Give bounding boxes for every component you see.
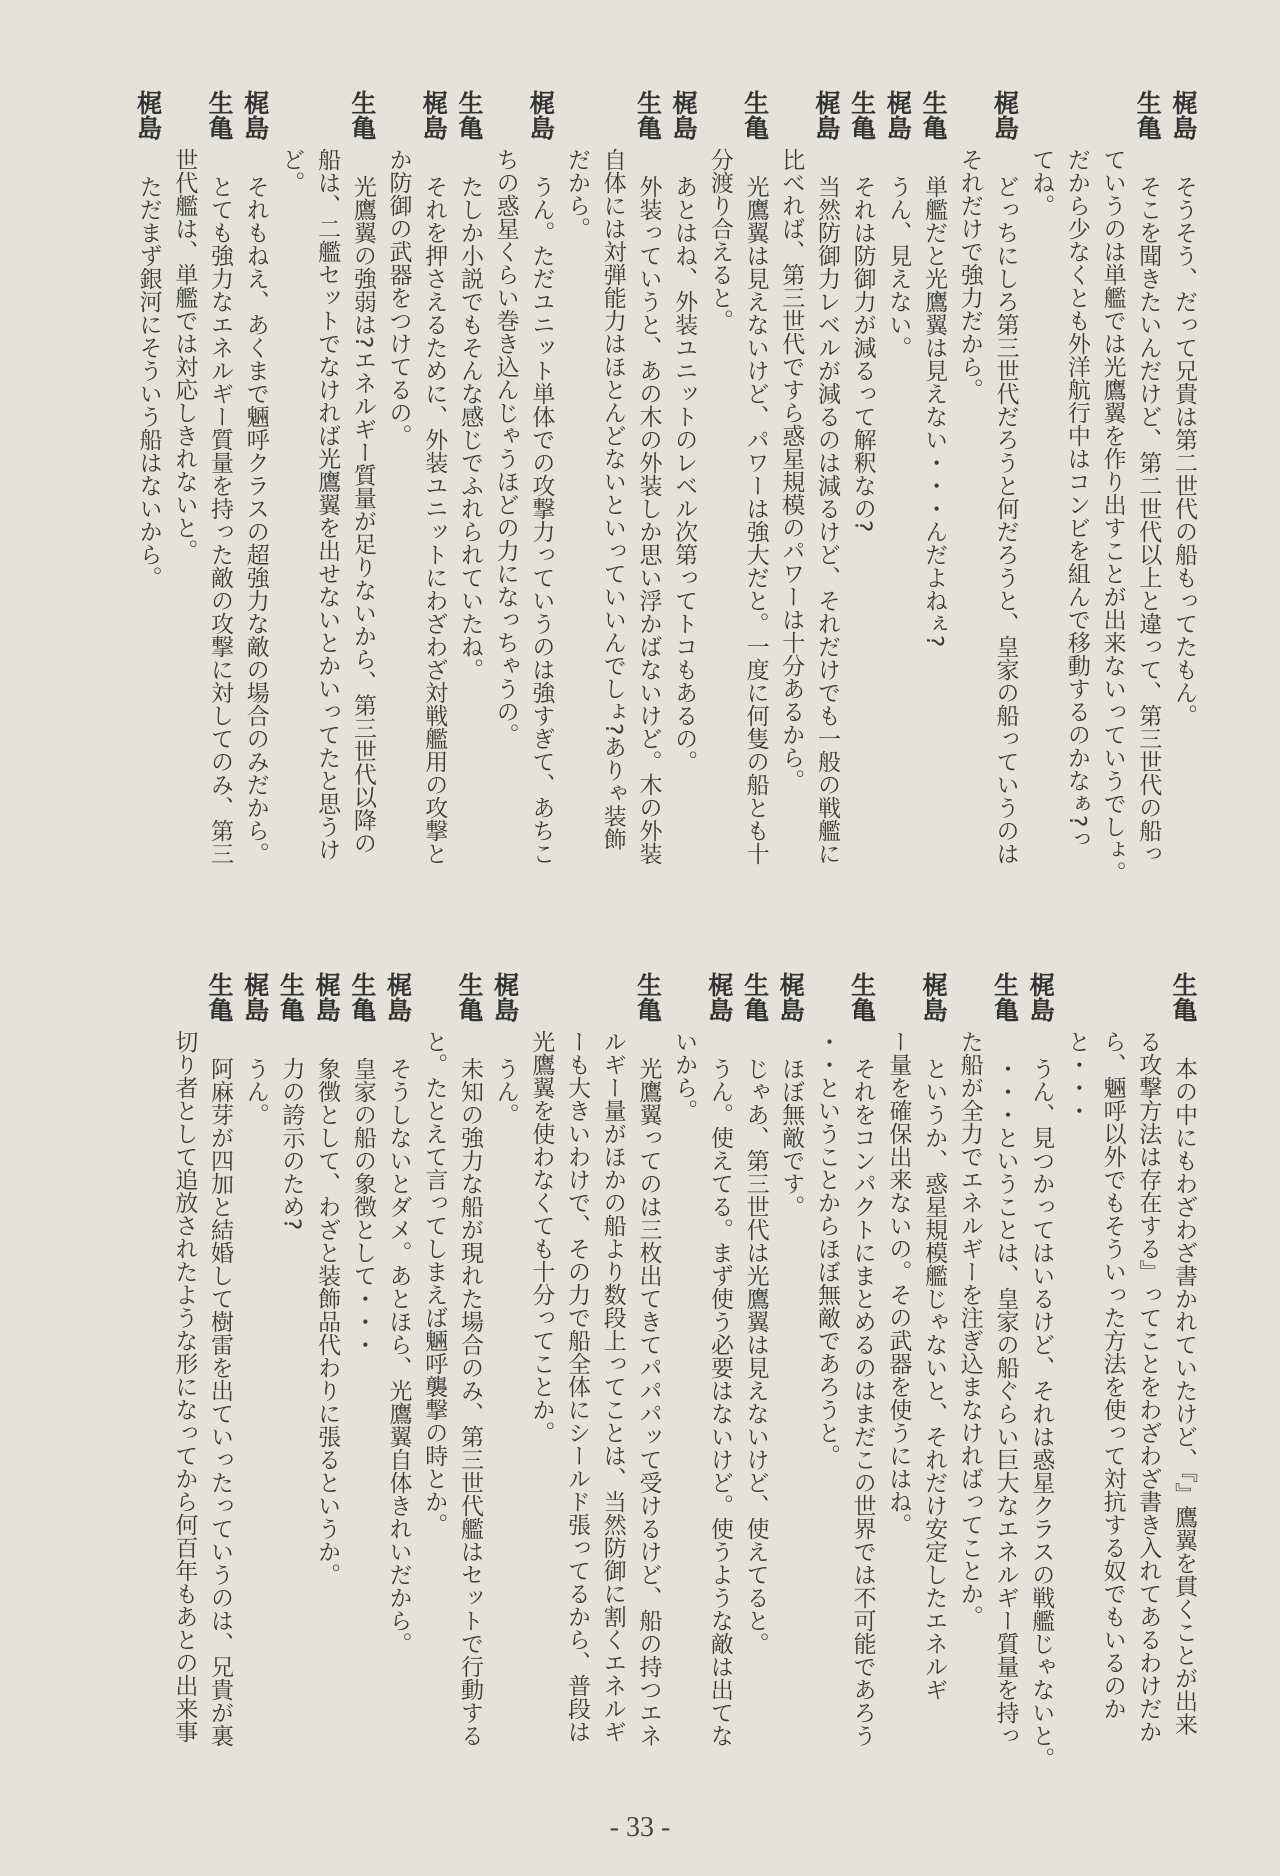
dialogue-line: それだけで強力だから。 xyxy=(956,148,983,401)
dialogue-entry xyxy=(273,972,309,1775)
dialogue-entry xyxy=(166,90,237,893)
dialogue-line: それをコンパクトにまとめるのはまだこの世界では不可能であろう xyxy=(849,1057,876,1747)
dialogue-line: 自体には対弾能力はほとんどないといっていいんでしょ?ありゃ装飾 xyxy=(599,148,626,851)
lower-dialogue-section xyxy=(166,972,1201,1775)
dialogue-entry xyxy=(416,972,487,1775)
dialogue-line: そうしないとダメ。あとほら、光鷹翼自体きれいだから。 xyxy=(385,1057,412,1655)
dialogue-entry xyxy=(237,972,273,1775)
dialogue-line: と・・・ xyxy=(1063,1030,1090,1122)
dialogue-line: ど。 xyxy=(278,148,305,194)
dialogue-entry xyxy=(951,90,1022,893)
speaker-label: 梶島 xyxy=(383,972,413,1022)
dialogue-line: ただまず銀河にそういう船はないから。 xyxy=(135,175,162,589)
speaker-label: 梶島 xyxy=(490,972,520,1022)
dialogue-line: うん。 xyxy=(492,1057,519,1126)
dialogue-entry xyxy=(951,972,1022,1775)
speaker-label: 生亀 xyxy=(454,90,484,140)
dialogue-line: と。たとえて言ってしまえば魎呼襲撃の時とか。 xyxy=(421,1030,448,1536)
dialogue-line: あとはね、外装ユニットのレベル次第ってトコもあるの。 xyxy=(671,175,698,773)
dialogue-entry xyxy=(915,90,951,893)
speaker-label: 生亀 xyxy=(347,90,377,140)
speaker-label: 梶島 xyxy=(811,90,841,140)
dialogue-line: か防御の武器をつけてるの。 xyxy=(385,148,412,447)
dialogue-line: 阿麻芽が四加と結婚して樹雷を出ていったっていうのは、兄貴が裏 xyxy=(207,1057,234,1747)
dialogue-entry xyxy=(665,972,736,1775)
dialogue-line: だから少なくとも外洋航行中はコンビを組んで移動するのかなぁ?っ xyxy=(1063,148,1090,851)
dialogue-entry xyxy=(665,90,701,893)
dialogue-entry xyxy=(1058,972,1201,1775)
speaker-label: 梶島 xyxy=(1169,90,1198,140)
dialogue-line: ルギー量がほかの船より数段上ってことは、当然防御に割くエネルギ xyxy=(599,1030,626,1743)
speaker-label: 梶島 xyxy=(1026,972,1056,1022)
dialogue-line: 力の誇示のため? xyxy=(278,1057,305,1231)
dialogue-entry xyxy=(166,972,237,1775)
dialogue-line: たしか小説でもそんな感じでふれられていたね。 xyxy=(456,175,483,681)
speaker-label: 梶島 xyxy=(419,90,449,140)
dialogue-line: 光鷹翼の強弱は?エネルギー質量が足りないから、第三世代以降の xyxy=(349,175,376,855)
speaker-label: 生亀 xyxy=(847,972,877,1022)
dialogue-line: ほぼ無敵です。 xyxy=(778,1057,805,1218)
dialogue-entry xyxy=(308,972,344,1775)
speaker-label: 梶島 xyxy=(990,90,1020,140)
dialogue-line: じゃあ、第三世代は光鷹翼は見えないけど、使えてると。 xyxy=(742,1057,769,1655)
dialogue-line: 分渡り合えると。 xyxy=(706,148,733,332)
speaker-label: 梶島 xyxy=(526,90,556,140)
dialogue-line: 象徴として、わざと装飾品代わりに張るというか。 xyxy=(314,1057,341,1586)
dialogue-line: 光鷹翼ってのは三枚出てきてパパパッて受けるけど、船の持つエネ xyxy=(635,1057,662,1747)
speaker-label: 生亀 xyxy=(847,90,877,140)
dialogue-line: た船が全力でエネルギーを注ぎ込まなければってことか。 xyxy=(956,1030,983,1628)
dialogue-line: それを押さえるために、外装ユニットにわざわざ対戦艦用の攻撃と xyxy=(421,175,448,865)
dialogue-line: 光鷹翼を使わなくても十分ってことか。 xyxy=(528,1030,555,1444)
dialogue-line: そこを聞きたいんだけど、第二世代以上と違って、第三世代の船っ xyxy=(1135,175,1162,865)
dialogue-entry xyxy=(344,972,380,1775)
dialogue-entry xyxy=(1022,90,1165,893)
dialogue-entry xyxy=(880,972,951,1775)
dialogue-line: うん。 xyxy=(242,1057,269,1126)
dialogue-line: 未知の強力な船が現れた場合のみ、第三世代艦はセットで行動する xyxy=(456,1057,483,1747)
speaker-label: 梶島 xyxy=(669,90,699,140)
dialogue-line: 世代艦は、単艦では対応しきれないと。 xyxy=(171,148,198,562)
dialogue-entry xyxy=(451,90,487,893)
dialogue-line: どっちにしろ第三世代だろうと何だろうと、皇家の船っていうのは xyxy=(992,175,1019,865)
dialogue-entry xyxy=(273,90,380,893)
speaker-label: 梶島 xyxy=(240,972,270,1022)
dialogue-line: 皇家の船の象徴として・・・ xyxy=(349,1057,376,1356)
speaker-label: 梶島 xyxy=(776,972,806,1022)
dialogue-entry xyxy=(737,972,773,1775)
dialogue-line: 光鷹翼は見えないけど、パワーは強大だと。一度に何隻の船とも十 xyxy=(742,175,769,865)
upper-dialogue-section xyxy=(130,90,1201,893)
dialogue-line: 本の中にもわざわざ書かれていたけど、『』鷹翼を貫くことが出来 xyxy=(1171,1057,1197,1736)
dialogue-line: うん。ただユニット単体での攻撃力っていうのは強すぎて、あちこ xyxy=(528,175,555,865)
speaker-label: 生亀 xyxy=(1169,972,1198,1022)
dialogue-line: いから。 xyxy=(671,1030,698,1122)
dialogue-entry xyxy=(237,90,273,893)
dialogue-line: ・・ということからほぼ無敵であろうと。 xyxy=(813,1030,840,1467)
dialogue-entry xyxy=(487,972,523,1775)
speaker-label: 生亀 xyxy=(990,972,1020,1022)
dialogue-entry xyxy=(380,90,451,893)
speaker-label: 生亀 xyxy=(1133,90,1163,140)
speaker-label: 生亀 xyxy=(740,90,770,140)
dialogue-entry xyxy=(773,90,844,893)
dialogue-line: ていうのは単艦では光鷹翼を作り出すことが出来ないっていうでしょ。 xyxy=(1099,148,1126,884)
dialogue-line: ー量を確保出来ないの。その武器を使うにはね。 xyxy=(885,1030,912,1536)
dialogue-line: それは防御力が減るって解釈なの? xyxy=(849,175,876,533)
dialogue-line: 当然防御力レベルが減るのは減るけど、それだけでも一般の戦艦に xyxy=(813,175,840,865)
dialogue-entry xyxy=(773,972,809,1775)
page-number: - 33 - xyxy=(609,1812,671,1843)
dialogue-line: 船は、二艦セットでなければ光鷹翼を出せないとかいってたと思うけ xyxy=(314,148,341,861)
speaker-label: 生亀 xyxy=(740,972,770,1022)
dialogue-line: てね。 xyxy=(1028,148,1055,217)
speaker-label: 梶島 xyxy=(704,972,734,1022)
speaker-label: 梶島 xyxy=(883,90,913,140)
dialogue-line: ーも大きいわけで、その力で船全体にシールド張ってるから、普段は xyxy=(564,1030,591,1743)
dialogue-entry xyxy=(523,972,666,1775)
dialogue-entry xyxy=(558,90,665,893)
dialogue-line: そうそう、だって兄貴は第二世代の船もってたもん。 xyxy=(1171,175,1197,727)
dialogue-line: うん。使えてる。まず使う必要はないけど。使うような敵は出てな xyxy=(706,1057,733,1747)
speaker-label: 生亀 xyxy=(633,972,663,1022)
dialogue-line: る攻撃方法は存在する』ってことをわざわざ書き入れてあるわけだか xyxy=(1135,1030,1162,1743)
dialogue-line: ちの惑星くらい巻き込んじゃうほどの力になっちゃうの。 xyxy=(492,148,519,746)
dialogue-line: 切り者として追放されたような形になってから何百年もあとの出来事 xyxy=(171,1030,198,1743)
dialogue-line: ・・・ということは、皇家の船ぐらい巨大なエネルギー質量を持っ xyxy=(992,1057,1019,1747)
speaker-label: 生亀 xyxy=(633,90,663,140)
speaker-label: 梶島 xyxy=(312,972,342,1022)
speaker-label: 生亀 xyxy=(276,972,306,1022)
dialogue-line: とても強力なエネルギー質量を持った敵の攻撃に対してのみ、第三 xyxy=(207,175,234,865)
dialogue-entry xyxy=(1022,972,1058,1775)
dialogue-entry xyxy=(701,90,772,893)
dialogue-line: 比べれば、第三世代ですら惑星規模のパワーは十分あるから。 xyxy=(778,148,805,792)
dialogue-entry xyxy=(844,90,880,893)
dialogue-line: 単艦だと光鷹翼は見えない・・・んだよねぇ? xyxy=(921,175,948,648)
dialogue-entry xyxy=(380,972,416,1775)
dialogue-entry xyxy=(880,90,916,893)
dialogue-line: ら、魎呼以外でもそういった方法を使って対抗する奴でもいるのか xyxy=(1099,1030,1126,1720)
dialogue-line: うん、見つかってはいるけど、それは惑星クラスの戦艦じゃないと。 xyxy=(1028,1057,1055,1770)
speaker-label: 生亀 xyxy=(454,972,484,1022)
speaker-label: 生亀 xyxy=(205,972,235,1022)
speaker-label: 梶島 xyxy=(240,90,270,140)
speaker-label: 梶島 xyxy=(919,972,949,1022)
dialogue-entry xyxy=(1165,90,1201,893)
speaker-label: 生亀 xyxy=(919,90,949,140)
dialogue-line: うん、見えない。 xyxy=(885,175,912,359)
dialogue-line: というか、惑星規模艦じゃないと、それだけ安定したエネルギ xyxy=(921,1057,948,1701)
dialogue-line: 外装っていうと、あの木の外装しか思い浮かばないけど。木の外装 xyxy=(635,175,662,865)
dialogue-entry xyxy=(487,90,558,893)
dialogue-entry xyxy=(808,972,879,1775)
speaker-label: 生亀 xyxy=(205,90,235,140)
dialogue-entry xyxy=(130,90,166,893)
dialogue-line: だから。 xyxy=(564,148,591,240)
speaker-label: 生亀 xyxy=(347,972,377,1022)
speaker-label: 梶島 xyxy=(133,90,163,140)
dialogue-line: それもねえ、あくまで魎呼クラスの超強力な敵の場合のみだから。 xyxy=(242,175,269,865)
